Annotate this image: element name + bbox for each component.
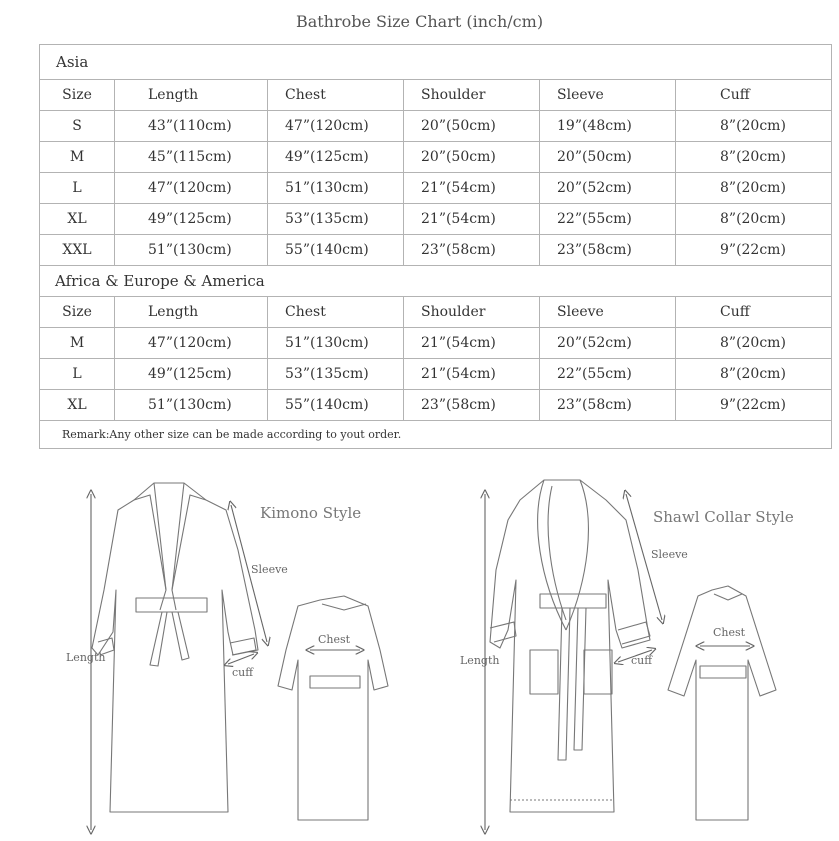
column-header: Chest — [268, 80, 404, 111]
table-cell: 8”(20cm) — [676, 328, 832, 359]
table-cell: 20”(50cm) — [404, 111, 540, 142]
table-cell: 49”(125cm) — [115, 204, 268, 235]
table-cell: 22”(55cm) — [540, 204, 676, 235]
table-cell: 8”(20cm) — [676, 173, 832, 204]
cuff-arrow — [228, 654, 254, 664]
table-cell: 23”(58cm) — [540, 235, 676, 266]
shawl-chest-label: Chest — [713, 626, 746, 639]
table-cell: 21”(54cm) — [404, 173, 540, 204]
kimono-length-label: Length — [66, 651, 106, 664]
region-label: Asia — [40, 45, 832, 80]
region-header-africa-europe-america — [40, 266, 832, 297]
table-row — [40, 328, 832, 359]
table-cell: 43”(110cm) — [115, 111, 268, 142]
table-cell: 47”(120cm) — [115, 173, 268, 204]
kimono-style-title: Kimono Style — [260, 504, 362, 522]
table-row — [40, 235, 832, 266]
column-header: Shoulder — [404, 297, 540, 328]
column-header: Cuff — [676, 297, 832, 328]
column-header: Cuff — [676, 80, 832, 111]
table-row — [40, 390, 832, 421]
shawl-length-label: Length — [460, 654, 500, 667]
column-header: Sleeve — [540, 297, 676, 328]
table-cell: 8”(20cm) — [676, 204, 832, 235]
table-cell: 51”(130cm) — [115, 390, 268, 421]
header-row — [40, 80, 832, 111]
table-row — [40, 111, 832, 142]
table-cell: 55”(140cm) — [268, 235, 404, 266]
table-cell: XL — [40, 204, 115, 235]
table-cell: 53”(135cm) — [268, 359, 404, 390]
region-header-asia — [40, 45, 832, 80]
column-header: Length — [115, 80, 268, 111]
kimono-cuff-label: cuff — [232, 666, 254, 679]
table-cell: 8”(20cm) — [676, 111, 832, 142]
shawl-sleeve-label: Sleeve — [651, 548, 688, 561]
table-cell: 8”(20cm) — [676, 142, 832, 173]
table-cell: 21”(54cm) — [404, 359, 540, 390]
table-cell: 20”(50cm) — [404, 142, 540, 173]
table-cell: XXL — [40, 235, 115, 266]
kimono-robe-front — [92, 483, 258, 812]
table-cell: 22”(55cm) — [540, 359, 676, 390]
table-cell: M — [40, 142, 115, 173]
table-cell: 23”(58cm) — [404, 390, 540, 421]
column-header: Chest — [268, 297, 404, 328]
shawl-style-title: Shawl Collar Style — [653, 508, 794, 526]
table-cell: L — [40, 173, 115, 204]
table-cell: 51”(130cm) — [268, 173, 404, 204]
table-cell: 47”(120cm) — [268, 111, 404, 142]
kimono-chest-label: Chest — [318, 633, 351, 646]
page-title: Bathrobe Size Chart (inch/cm) — [295, 12, 544, 31]
remark-row — [40, 421, 832, 449]
region-label: Africa & Europe & America — [40, 266, 832, 297]
remark-text: Remark:Any other size can be made according to yout order. — [40, 421, 832, 449]
column-header: Size — [40, 80, 115, 111]
table-cell: 20”(52cm) — [540, 173, 676, 204]
column-header: Size — [40, 297, 115, 328]
robe-illustrations — [0, 460, 839, 841]
table-cell: 20”(52cm) — [540, 328, 676, 359]
table-row — [40, 173, 832, 204]
table-cell: 51”(130cm) — [268, 328, 404, 359]
table-cell: XL — [40, 390, 115, 421]
table-cell: 20”(50cm) — [540, 142, 676, 173]
shawl-robe-front — [490, 480, 653, 812]
column-header: Sleeve — [540, 80, 676, 111]
shawl-robe-back — [668, 586, 776, 820]
table-row — [40, 359, 832, 390]
table-cell: 21”(54cm) — [404, 328, 540, 359]
table-row — [40, 142, 832, 173]
table-cell: 55”(140cm) — [268, 390, 404, 421]
table-cell: 51”(130cm) — [115, 235, 268, 266]
table-cell: M — [40, 328, 115, 359]
table-row — [40, 204, 832, 235]
table-cell: 19”(48cm) — [540, 111, 676, 142]
table-cell: 53”(135cm) — [268, 204, 404, 235]
column-header: Length — [115, 297, 268, 328]
shawl-cuff-label: cuff — [631, 654, 653, 667]
kimono-robe-back — [278, 596, 388, 820]
table-cell: 23”(58cm) — [404, 235, 540, 266]
kimono-sleeve-label: Sleeve — [251, 563, 288, 576]
table-cell: 9”(22cm) — [676, 390, 832, 421]
table-cell: 45”(115cm) — [115, 142, 268, 173]
table-cell: 8”(20cm) — [676, 359, 832, 390]
table-cell: 49”(125cm) — [268, 142, 404, 173]
header-row — [40, 297, 832, 328]
table-cell: 23”(58cm) — [540, 390, 676, 421]
table-cell: 21”(54cm) — [404, 204, 540, 235]
table-cell: L — [40, 359, 115, 390]
table-cell: 49”(125cm) — [115, 359, 268, 390]
table-cell: 9”(22cm) — [676, 235, 832, 266]
table-cell: 47”(120cm) — [115, 328, 268, 359]
table-cell: S — [40, 111, 115, 142]
column-header: Shoulder — [404, 80, 540, 111]
size-chart-table — [39, 44, 832, 449]
